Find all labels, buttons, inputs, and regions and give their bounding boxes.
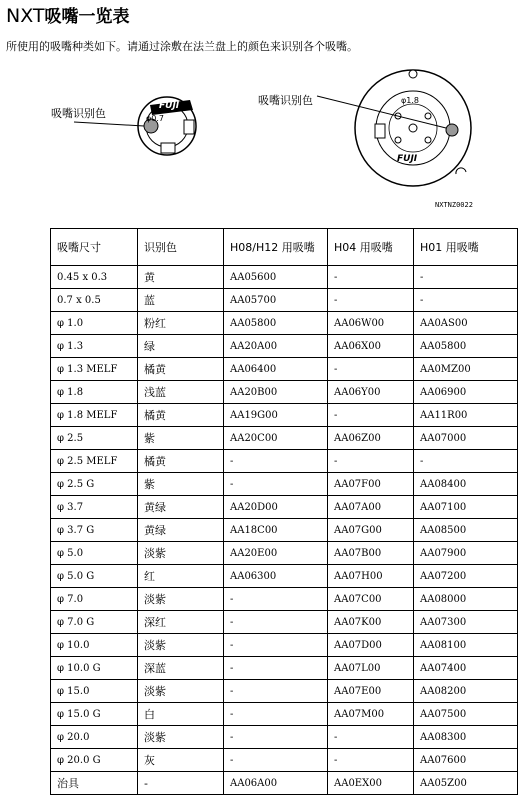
size-cell: φ 20.0 [51, 726, 138, 749]
h01-cell: AA0AS00 [414, 312, 518, 335]
h04-cell: AA06W00 [328, 312, 414, 335]
size-cell: φ 3.7 [51, 496, 138, 519]
size-cell: 0.45 x 0.3 [51, 266, 138, 289]
size-cell: φ 15.0 [51, 680, 138, 703]
h01-cell: AA08000 [414, 588, 518, 611]
h08-h12-cell: AA20E00 [224, 542, 328, 565]
h04-cell: - [328, 726, 414, 749]
color-cell: 橘黄 [138, 404, 224, 427]
table-row [51, 611, 518, 634]
table-row [51, 381, 518, 404]
h08-h12-cell: - [224, 473, 328, 496]
h08-h12-cell: AA06300 [224, 565, 328, 588]
h01-cell: AA07100 [414, 496, 518, 519]
size-cell: φ 2.5 MELF [51, 450, 138, 473]
h01-cell: AA05800 [414, 335, 518, 358]
h08-h12-cell: AA19G00 [224, 404, 328, 427]
h01-cell: - [414, 289, 518, 312]
h08-h12-cell: AA06A00 [224, 772, 328, 795]
h04-cell: AA07B00 [328, 542, 414, 565]
color-cell: 绿 [138, 335, 224, 358]
h01-cell: AA07300 [414, 611, 518, 634]
size-cell: φ 1.8 MELF [51, 404, 138, 427]
color-cell: 深红 [138, 611, 224, 634]
size-cell: φ 20.0 G [51, 749, 138, 772]
table-row [51, 335, 518, 358]
h01-cell: - [414, 266, 518, 289]
table-row [51, 289, 518, 312]
table-row [51, 726, 518, 749]
color-cell: 淡紫 [138, 588, 224, 611]
color-cell: 浅蓝 [138, 381, 224, 404]
color-cell: 蓝 [138, 289, 224, 312]
table-row [51, 703, 518, 726]
color-cell: - [138, 772, 224, 795]
page-subtitle: 所使用的吸嘴种类如下。请通过涂敷在法兰盘上的颜色来识别各个吸嘴。 [6, 40, 358, 53]
table-row [51, 496, 518, 519]
color-cell: 淡紫 [138, 634, 224, 657]
color-cell: 粉红 [138, 312, 224, 335]
h04-cell: - [328, 749, 414, 772]
header-size: 吸嘴尺寸 [51, 229, 138, 266]
size-cell: φ 1.3 [51, 335, 138, 358]
h01-cell: AA07600 [414, 749, 518, 772]
h01-cell: AA11R00 [414, 404, 518, 427]
h04-cell: AA07A00 [328, 496, 414, 519]
size-cell: φ 1.0 [51, 312, 138, 335]
left-callout-label: 吸嘴识别色 [51, 107, 106, 120]
h08-h12-cell: AA18C00 [224, 519, 328, 542]
h01-cell: - [414, 450, 518, 473]
h04-cell: AA06X00 [328, 335, 414, 358]
size-cell: φ 15.0 G [51, 703, 138, 726]
color-cell: 紫 [138, 473, 224, 496]
header-h01: H01 用吸嘴 [414, 229, 518, 266]
h01-cell: AA07900 [414, 542, 518, 565]
size-cell: φ 2.5 [51, 427, 138, 450]
table-body [51, 266, 518, 795]
h08-h12-cell: - [224, 588, 328, 611]
color-cell: 灰 [138, 749, 224, 772]
table-row [51, 588, 518, 611]
nozzle-table [50, 228, 518, 795]
right-brand-logo: FUJI [397, 154, 418, 164]
h04-cell: AA07D00 [328, 634, 414, 657]
h08-h12-cell: AA20C00 [224, 427, 328, 450]
color-cell: 黄绿 [138, 496, 224, 519]
right-callout-label: 吸嘴识别色 [258, 94, 313, 107]
h04-cell: AA06Z00 [328, 427, 414, 450]
nozzle-drawing [0, 60, 532, 220]
h04-cell: - [328, 358, 414, 381]
color-cell: 淡紫 [138, 680, 224, 703]
size-cell: φ 5.0 G [51, 565, 138, 588]
table-row [51, 772, 518, 795]
title-suffix: 吸嘴一览表 [44, 7, 130, 27]
h04-cell: AA06Y00 [328, 381, 414, 404]
right-id-color-dot [446, 124, 458, 136]
table-row [51, 565, 518, 588]
size-cell: φ 5.0 [51, 542, 138, 565]
h04-cell: - [328, 404, 414, 427]
h08-h12-cell: - [224, 611, 328, 634]
h08-h12-cell: - [224, 703, 328, 726]
color-cell: 黄 [138, 266, 224, 289]
h01-cell: AA07200 [414, 565, 518, 588]
h04-cell: - [328, 266, 414, 289]
h04-cell: AA07L00 [328, 657, 414, 680]
size-cell: φ 7.0 [51, 588, 138, 611]
h04-cell: AA07M00 [328, 703, 414, 726]
size-cell: φ 1.8 [51, 381, 138, 404]
h01-cell: AA07500 [414, 703, 518, 726]
h01-cell: AA08500 [414, 519, 518, 542]
size-cell: 治具 [51, 772, 138, 795]
h08-h12-cell: - [224, 657, 328, 680]
table-row [51, 358, 518, 381]
h08-h12-cell: - [224, 680, 328, 703]
color-cell: 淡紫 [138, 726, 224, 749]
header-color: 识别色 [138, 229, 224, 266]
h08-h12-cell: AA05700 [224, 289, 328, 312]
color-cell: 橘黄 [138, 358, 224, 381]
h04-cell: - [328, 450, 414, 473]
header-h04: H04 用吸嘴 [328, 229, 414, 266]
table-row [51, 450, 518, 473]
nozzle-diagram [0, 60, 532, 220]
h04-cell: AA07G00 [328, 519, 414, 542]
h08-h12-cell: AA05800 [224, 312, 328, 335]
color-cell: 黄绿 [138, 519, 224, 542]
h04-cell: - [328, 289, 414, 312]
size-cell: φ 3.7 G [51, 519, 138, 542]
color-cell: 红 [138, 565, 224, 588]
size-cell: φ 1.3 MELF [51, 358, 138, 381]
h08-h12-cell: - [224, 634, 328, 657]
left-brand-logo: FUJI [159, 101, 180, 111]
color-cell: 橘黄 [138, 450, 224, 473]
h08-h12-cell: - [224, 450, 328, 473]
h08-h12-cell: AA20A00 [224, 335, 328, 358]
h01-cell: AA06900 [414, 381, 518, 404]
table-row [51, 749, 518, 772]
size-cell: φ 10.0 G [51, 657, 138, 680]
h08-h12-cell: AA20D00 [224, 496, 328, 519]
h01-cell: AA07400 [414, 657, 518, 680]
h04-cell: AA0EX00 [328, 772, 414, 795]
h01-cell: AA08300 [414, 726, 518, 749]
h08-h12-cell: - [224, 726, 328, 749]
size-cell: φ 2.5 G [51, 473, 138, 496]
color-cell: 深蓝 [138, 657, 224, 680]
h08-h12-cell: AA05600 [224, 266, 328, 289]
h01-cell: AA05Z00 [414, 772, 518, 795]
h04-cell: AA07F00 [328, 473, 414, 496]
h01-cell: AA08200 [414, 680, 518, 703]
page-title [6, 2, 130, 27]
h01-cell: AA08400 [414, 473, 518, 496]
reference-code: NXTNZ0022 [435, 201, 473, 209]
h08-h12-cell: AA06400 [224, 358, 328, 381]
table-row [51, 657, 518, 680]
right-nozzle-size: φ1.8 [401, 96, 419, 105]
table-row [51, 427, 518, 450]
color-cell: 白 [138, 703, 224, 726]
size-cell: 0.7 x 0.5 [51, 289, 138, 312]
color-cell: 淡紫 [138, 542, 224, 565]
table-row [51, 473, 518, 496]
h04-cell: AA07K00 [328, 611, 414, 634]
table-header-row [51, 229, 518, 266]
h04-cell: AA07H00 [328, 565, 414, 588]
h04-cell: AA07C00 [328, 588, 414, 611]
left-nozzle-size: φ0.7 [146, 114, 164, 123]
h01-cell: AA07000 [414, 427, 518, 450]
table-row [51, 634, 518, 657]
table-row [51, 542, 518, 565]
h01-cell: AA0MZ00 [414, 358, 518, 381]
title-prefix: NXT [6, 5, 45, 27]
table-row [51, 404, 518, 427]
size-cell: φ 7.0 G [51, 611, 138, 634]
h08-h12-cell: - [224, 749, 328, 772]
large-nozzle-illustration [317, 70, 471, 186]
size-cell: φ 10.0 [51, 634, 138, 657]
h04-cell: AA07E00 [328, 680, 414, 703]
h01-cell: AA08100 [414, 634, 518, 657]
h08-h12-cell: AA20B00 [224, 381, 328, 404]
table-row [51, 519, 518, 542]
header-h08-h12: H08/H12 用吸嘴 [224, 229, 328, 266]
table-row [51, 680, 518, 703]
table-row [51, 266, 518, 289]
color-cell: 紫 [138, 427, 224, 450]
table-row [51, 312, 518, 335]
